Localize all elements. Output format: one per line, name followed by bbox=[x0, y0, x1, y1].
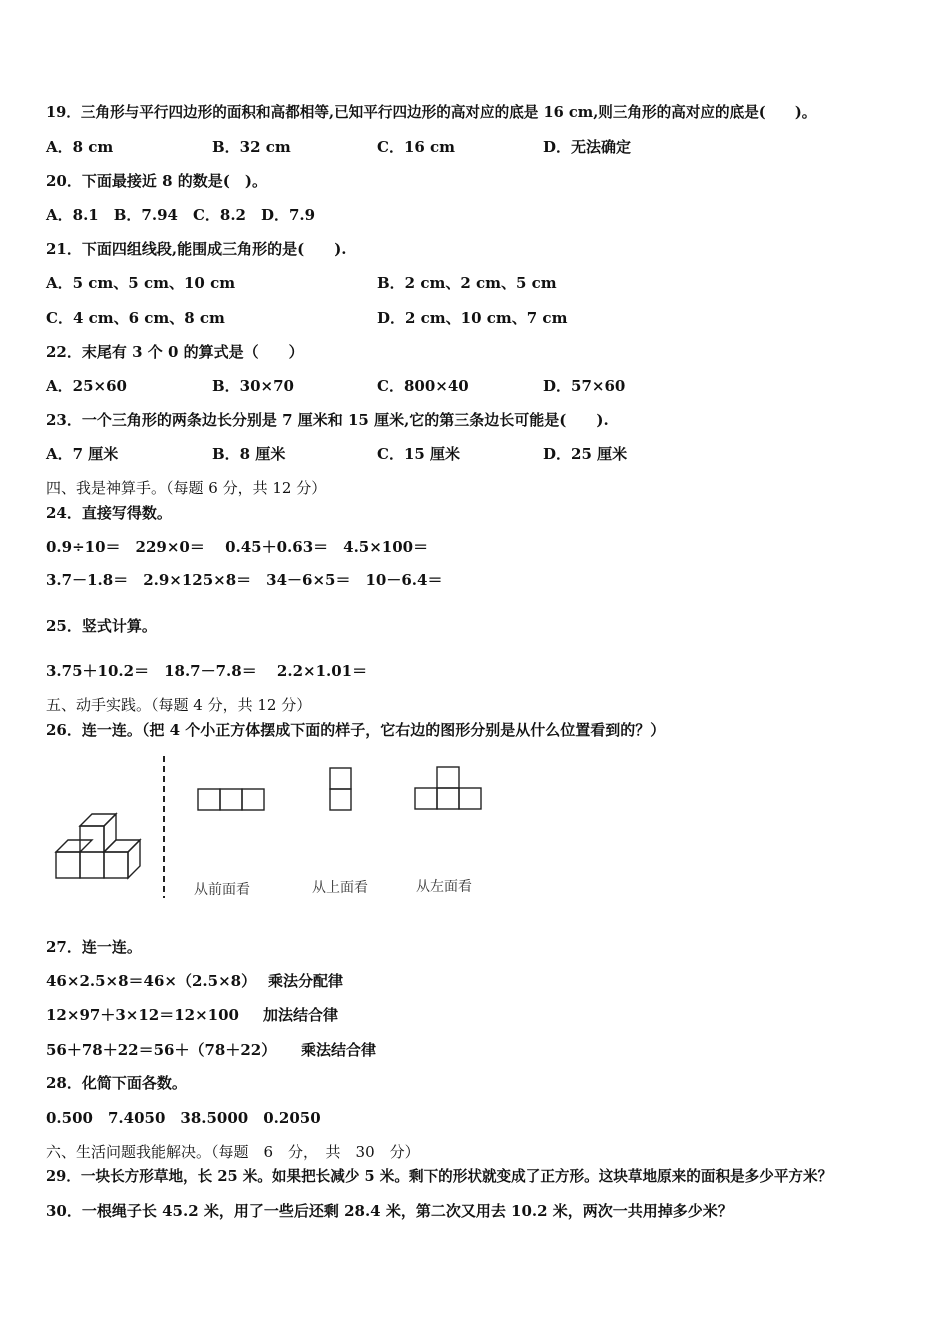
section-6-heading: 六、生活问题我能解决。（每题 6 分， 共 30 分） bbox=[46, 1143, 420, 1161]
q28-row: 0.500 7.4050 38.5000 0.2050 bbox=[46, 1109, 321, 1127]
question-29: 29．一块长方形草地，长 25 米。如果把长减少 5 米。剩下的形状就变成了正方形。这块草地原来的面积是多少平方米？ bbox=[46, 1168, 833, 1185]
q24-row-1: 0.9÷10＝ 229×0＝ 0.45＋0.63＝ 4.5×100＝ bbox=[46, 538, 429, 556]
left-view-drawing bbox=[415, 767, 481, 809]
question-19-stem: 19．三角形与平行四边形的面积和高都相等,已知平行四边形的高对应的底是 16 cm,则三角形的高对应的底是( )。 bbox=[46, 104, 817, 121]
cube-views-figure bbox=[46, 752, 506, 902]
question-27-stem: 27．连一连。 bbox=[46, 938, 142, 956]
top-view-drawing bbox=[330, 768, 351, 810]
question-30: 30．一根绳子长 45.2 米，用了一些后还剩 28.4 米，第二次又用去 10.2 米，两次一共用掉多少米？ bbox=[46, 1202, 733, 1220]
front-view-drawing bbox=[198, 789, 264, 810]
question-25-stem: 25．竖式计算。 bbox=[46, 617, 157, 635]
question-23-stem: 23．一个三角形的两条边长分别是 7 厘米和 15 厘米,它的第三条边长可能是( ). bbox=[46, 411, 609, 429]
q21-option-d[interactable]: D．2 cm、10 cm、7 cm bbox=[377, 309, 568, 327]
cube-stack-drawing bbox=[56, 814, 140, 878]
q22-option-c[interactable]: C．800×40 bbox=[377, 377, 469, 395]
q27-law-1[interactable]: 乘法分配律 bbox=[268, 972, 344, 990]
question-24-stem: 24．直接写得数。 bbox=[46, 504, 172, 522]
left-view-label: 从左面看 bbox=[416, 879, 472, 895]
question-21-stem: 21．下面四组线段,能围成三角形的是( ). bbox=[46, 240, 347, 258]
q19-option-c[interactable]: C．16 cm bbox=[377, 138, 456, 156]
q27-expr-2[interactable]: 12×97＋3×12＝12×100 bbox=[46, 1006, 239, 1024]
q27-expr-3[interactable]: 56＋78＋22＝56＋（78＋22） bbox=[46, 1041, 277, 1059]
question-20-stem: 20．下面最接近 8 的数是( )。 bbox=[46, 172, 267, 190]
question-28-stem: 28．化简下面各数。 bbox=[46, 1074, 187, 1092]
q21-option-a[interactable]: A．5 cm、5 cm、10 cm bbox=[46, 274, 236, 292]
q21-option-b[interactable]: B．2 cm、2 cm、5 cm bbox=[377, 274, 557, 292]
q21-option-c[interactable]: C．4 cm、6 cm、8 cm bbox=[46, 309, 225, 327]
top-view-label: 从上面看 bbox=[312, 880, 368, 896]
q23-option-d[interactable]: D．25 厘米 bbox=[543, 445, 628, 463]
q27-expr-1[interactable]: 46×2.5×8＝46×（2.5×8） bbox=[46, 972, 257, 990]
front-view-label: 从前面看 bbox=[194, 882, 250, 898]
q22-option-b[interactable]: B．30×70 bbox=[212, 377, 294, 395]
q19-option-b[interactable]: B．32 cm bbox=[212, 138, 291, 156]
q23-option-b[interactable]: B．8 厘米 bbox=[212, 445, 286, 463]
q22-option-a[interactable]: A．25×60 bbox=[46, 377, 127, 395]
question-26-stem: 26．连一连。（把 4 个小正方体摆成下面的样子，它右边的图形分别是从什么位置看到的？） bbox=[46, 721, 666, 739]
question-22-stem: 22．末尾有 3 个 0 的算式是（ ） bbox=[46, 343, 304, 361]
section-4-heading: 四、我是神算手。（每题 6 分，共 12 分） bbox=[46, 479, 327, 497]
q27-law-3[interactable]: 乘法结合律 bbox=[301, 1041, 377, 1059]
q25-row: 3.75＋10.2＝ 18.7－7.8＝ 2.2×1.01＝ bbox=[46, 662, 368, 680]
q20-options[interactable]: A．8.1 B．7.94 C．8.2 D．7.9 bbox=[46, 206, 316, 224]
q23-option-a[interactable]: A．7 厘米 bbox=[46, 445, 119, 463]
section-5-heading: 五、动手实践。（每题 4 分，共 12 分） bbox=[46, 696, 312, 714]
q24-row-2: 3.7－1.8＝ 2.9×125×8＝ 34－6×5＝ 10－6.4＝ bbox=[46, 571, 443, 589]
q23-option-c[interactable]: C．15 厘米 bbox=[377, 445, 461, 463]
q27-law-2[interactable]: 加法结合律 bbox=[263, 1006, 339, 1024]
q19-option-a[interactable]: A．8 cm bbox=[46, 138, 114, 156]
q19-option-d[interactable]: D．无法确定 bbox=[543, 138, 632, 156]
q22-option-d[interactable]: D．57×60 bbox=[543, 377, 626, 395]
